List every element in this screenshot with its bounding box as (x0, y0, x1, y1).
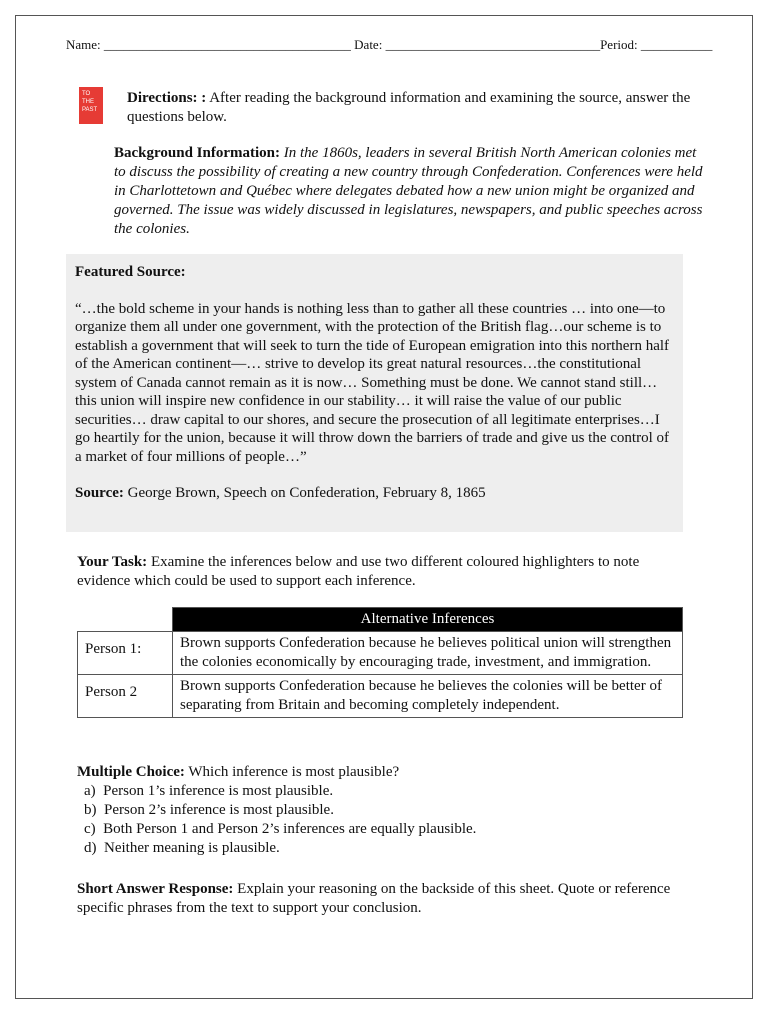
directions-label: Directions: : (127, 90, 207, 106)
name-label: Name: (66, 37, 101, 52)
to-the-past-logo (79, 87, 103, 124)
logo-line: PAST (82, 107, 98, 113)
mc-option: a) Person 1’s inference is most plausible. (84, 783, 334, 799)
source-citation: George Brown, Speech on Confederation, February 8, 1865 (123, 485, 486, 501)
task-text: Examine the inferences below and use two different coloured highlighters to note evidence which could be used to support each inference. (77, 554, 640, 589)
logo-line: TO (82, 91, 91, 97)
directions (127, 89, 697, 127)
mc-options (77, 782, 683, 858)
mc-option: c) Both Person 1 and Person 2’s inferences are equally plausible. (84, 821, 477, 837)
background-label: Background Information: (114, 145, 280, 161)
featured-label: Featured Source: (75, 264, 186, 280)
table-corner (78, 608, 173, 632)
mc-option: d) Neither meaning is plausible. (84, 840, 280, 856)
task-label: Your Task: (77, 554, 148, 570)
logo-line: THE (82, 99, 94, 105)
short-answer-label: Short Answer Response: (77, 881, 234, 897)
inferences-header: Alternative Inferences (173, 608, 683, 632)
table-row (78, 632, 683, 675)
background-text: In the 1860s, leaders in several British North American colonies met to discuss the possibility of creating a new country through Confederation. Conferences were held in Charlottetown and Québec where delegates debated how a new union might be organized and governed. The issue was widely discussed in legislatures, newspapers, and public speeches across the colonies. (114, 145, 703, 237)
date-label: Date: (354, 37, 383, 52)
table-row (78, 675, 683, 718)
short-answer (77, 880, 683, 918)
short-answer-text: Explain your reasoning on the backside of this sheet. Quote or reference specific phrases from the text to support your conclusion. (77, 881, 671, 916)
inference-text: Brown supports Confederation because he believes political union will strengthen the colonies economically by encouraging trade, investment, and immigration. (173, 632, 683, 675)
your-task (77, 553, 683, 591)
mc-option: b) Person 2’s inference is most plausible. (84, 802, 334, 818)
background-information (114, 144, 704, 239)
inference-text: Brown supports Confederation because he believes the colonies will be better of separating from Britain and becoming completely independent. (173, 675, 683, 718)
inferences-table (77, 607, 683, 718)
directions-text: After reading the background information and examining the source, answer the questions below. (127, 90, 691, 125)
period-label: Period: (600, 37, 638, 52)
featured-source-box (66, 254, 683, 532)
source-quote: “…the bold scheme in your hands is nothing less than to gather all these countries … into one—to organize them all under one government, with the protection of the British flag…our scheme is to establish a government that will seek to turn the tide of European emigration into this northern half of the American continent—… strive to develop its great natural resources…the constitutional system of Canada cannot remain as it is now… Something must be done. We cannot stand still…this union will inspire new confidence in our stability… it will raise the value of our public securities… draw capital to our shores, and secure the prosecution of all legitimate enterprises…I go heartily for the union, because it will throw down the barriers of trade and give us the control of a market of four millions of people…” (75, 300, 670, 465)
mc-label: Multiple Choice: (77, 764, 185, 780)
person-label: Person 2 (78, 675, 173, 718)
source-label: Source: (75, 485, 124, 501)
mc-question: Which inference is most plausible? (184, 764, 400, 780)
header-line: Name: ______________________________________ Date: _________________________________Period: ___________ (66, 37, 713, 52)
person-label: Person 1: (78, 632, 173, 675)
multiple-choice (77, 763, 683, 858)
